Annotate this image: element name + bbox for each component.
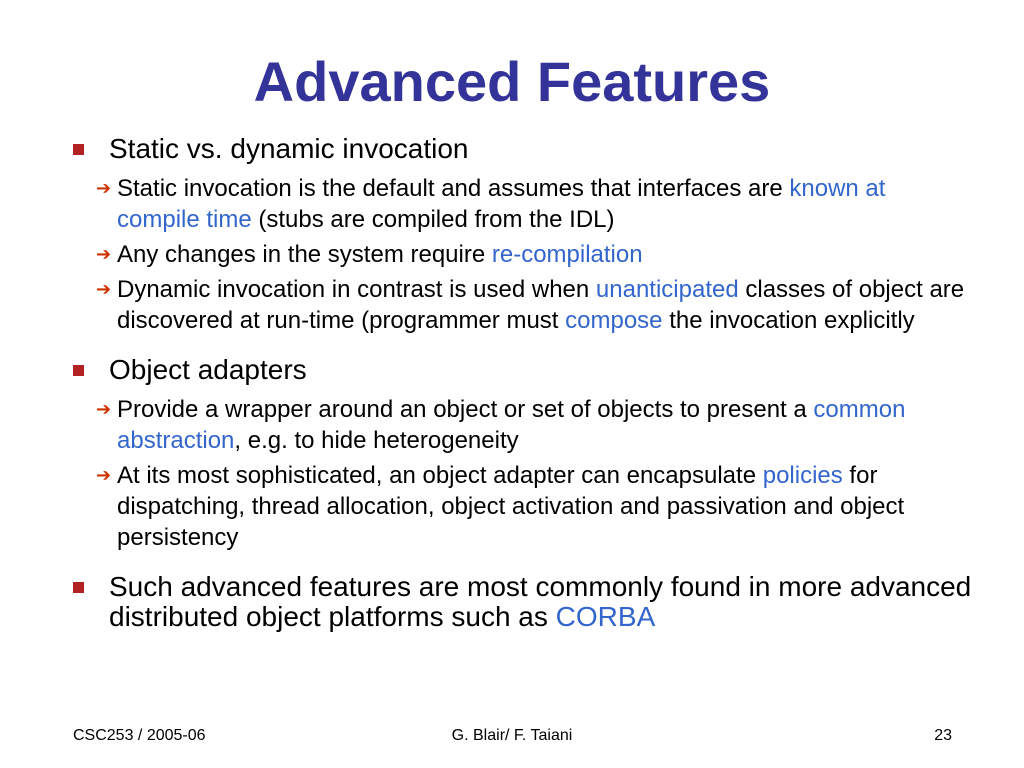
square-bullet-icon bbox=[73, 365, 84, 376]
text-part: (stubs are compiled from the IDL) bbox=[251, 206, 615, 233]
text-part: Any changes in the system require bbox=[117, 241, 492, 268]
arrow-bullet-icon: ➔ bbox=[96, 244, 112, 265]
arrow-bullet-icon: ➔ bbox=[96, 465, 112, 486]
footer-authors: G. Blair/ F. Taiani bbox=[451, 727, 573, 744]
sub-bullet-dynamic-invocation bbox=[72, 274, 972, 336]
text-part: , e.g. to hide heterogeneity bbox=[234, 427, 519, 454]
highlight-text: common abstraction bbox=[117, 396, 906, 454]
bullet-text: Object adapters bbox=[109, 354, 307, 385]
slide-content bbox=[72, 134, 972, 632]
arrow-bullet-icon: ➔ bbox=[96, 178, 112, 199]
text-part: for dispatching, thread allocation, object activation and passivation and object persistency bbox=[117, 462, 905, 551]
text-part: the invocation explicitly bbox=[662, 307, 915, 334]
bullet-static-vs-dynamic bbox=[72, 134, 972, 164]
sub-bullet-wrapper bbox=[72, 394, 972, 456]
bullet-text bbox=[109, 572, 972, 632]
sub-bullet-list bbox=[72, 394, 972, 553]
highlight-text: compose bbox=[565, 307, 663, 334]
text-part: classes of object are discovered at run-time (programmer must bbox=[117, 276, 965, 334]
footer-course: CSC253 / 2005-06 bbox=[73, 727, 206, 744]
highlight-text: re-compilation bbox=[491, 241, 643, 268]
sub-bullet-list bbox=[72, 173, 972, 336]
bullet-object-adapters bbox=[72, 355, 972, 385]
sub-bullet-static-invocation bbox=[72, 173, 972, 235]
slide-title: Advanced Features bbox=[253, 50, 771, 113]
highlight-text: known at compile time bbox=[117, 175, 886, 233]
highlight-text: unanticipated bbox=[595, 276, 739, 303]
square-bullet-icon bbox=[73, 144, 84, 155]
sub-bullet-policies bbox=[72, 460, 972, 553]
sub-bullet-recompilation bbox=[72, 239, 972, 270]
text-part: Dynamic invocation in contrast is used when bbox=[117, 276, 596, 303]
text-part: At its most sophisticated, an object adapter can encapsulate bbox=[117, 462, 763, 489]
text-part: Static invocation is the default and assumes that interfaces are bbox=[117, 175, 790, 202]
text-part: Provide a wrapper around an object or set of objects to present a bbox=[117, 396, 814, 423]
text-part: Such advanced features are most commonly found in more advanced distributed object platforms such as bbox=[109, 571, 972, 632]
highlight-text: CORBA bbox=[555, 601, 656, 632]
square-bullet-icon bbox=[73, 582, 84, 593]
arrow-bullet-icon: ➔ bbox=[96, 399, 112, 420]
bullet-text: Static vs. dynamic invocation bbox=[109, 133, 469, 164]
bullet-advanced-platforms bbox=[72, 572, 972, 632]
arrow-bullet-icon: ➔ bbox=[96, 279, 112, 300]
highlight-text: policies bbox=[762, 462, 843, 489]
footer-page-number: 23 bbox=[934, 727, 952, 744]
